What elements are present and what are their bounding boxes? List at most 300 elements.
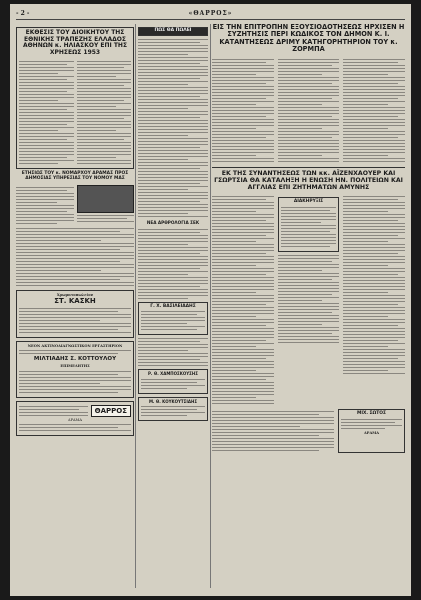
text-line — [212, 420, 334, 421]
text-line — [138, 159, 188, 160]
text-line — [343, 211, 387, 212]
text-line — [138, 235, 208, 236]
text-line — [16, 199, 74, 200]
text-line — [278, 161, 340, 162]
text-line — [343, 298, 405, 299]
text-line — [77, 118, 125, 119]
text-line — [278, 279, 332, 280]
text-line — [278, 294, 332, 295]
text-line — [77, 218, 128, 219]
text-line — [16, 220, 74, 221]
text-line — [212, 340, 266, 341]
text-line — [138, 81, 208, 82]
text-line — [141, 412, 205, 413]
text-line — [212, 110, 274, 111]
text-line — [77, 61, 132, 62]
text-line — [138, 162, 208, 163]
text-line — [212, 325, 266, 326]
text-line — [212, 137, 266, 138]
text-line — [343, 80, 405, 81]
text-line — [19, 106, 74, 107]
text-line — [343, 95, 405, 96]
text-line — [343, 301, 405, 302]
text-line — [343, 77, 405, 78]
text-line — [19, 73, 58, 74]
text-block — [19, 59, 74, 166]
text-line — [212, 426, 300, 427]
text-line — [19, 76, 74, 77]
text-line — [278, 324, 322, 325]
text-line — [19, 329, 118, 330]
text-line — [138, 192, 208, 193]
ad-city: ΔΡΑΜΑ — [363, 431, 380, 436]
text-line — [281, 210, 330, 211]
text-line — [212, 226, 274, 227]
text-line — [343, 256, 405, 257]
text-line — [212, 349, 274, 350]
text-line — [138, 286, 200, 287]
text-line — [138, 141, 208, 142]
text-line — [138, 78, 200, 79]
article-body — [16, 185, 134, 226]
text-line — [341, 428, 385, 429]
text-line — [212, 370, 256, 371]
text-line — [77, 103, 132, 104]
text-line — [278, 327, 340, 328]
text-line — [138, 120, 208, 121]
text-line — [343, 241, 387, 242]
text-line — [343, 343, 405, 344]
text-line — [212, 149, 274, 150]
text-line — [212, 89, 274, 90]
text-line — [138, 129, 208, 130]
text-line — [343, 322, 405, 323]
text-line — [19, 145, 74, 146]
text-line — [138, 238, 208, 239]
text-line — [212, 247, 274, 248]
text-line — [19, 160, 74, 161]
text-line — [138, 289, 208, 290]
text-line — [343, 229, 405, 230]
portrait-photo — [77, 185, 135, 213]
text-line — [138, 241, 208, 242]
newspaper-name: «ΘΑΡΡΟΣ» — [188, 10, 233, 17]
text-line — [212, 450, 319, 451]
text-line — [141, 409, 197, 410]
text-line — [278, 321, 340, 322]
text-line — [138, 117, 200, 118]
text-line — [19, 353, 118, 354]
second-headline: ΕΚ ΤΗΣ ΣΥΝΑΝΤΗΣΕΩΣ ΤΩΝ κκ. ΑΪΖΕΝΧΑΟΥΕΡ ΚΑΙ ΓΣΩΡΤΣΙΑ ΘΑ ΚΑΤΑΛΗΞΗ Η ΕΝΩΣΗ ΗΝ. ΠΟΛΙΤΕΙΩΝ ΚΑΙ ΑΓΓΛΙΑΣ ΕΠΙ ΖΗΤΗΜΑΤΩΝ ΑΜΥΝΗΣ — [214, 170, 403, 191]
text-line — [212, 322, 274, 323]
text-line — [343, 65, 405, 66]
text-line — [278, 107, 340, 108]
text-line — [138, 132, 208, 133]
text-line — [212, 199, 266, 200]
column-1 — [16, 24, 134, 590]
text-line — [343, 217, 405, 218]
text-line — [138, 135, 188, 136]
column-2 — [138, 24, 208, 590]
text-line — [138, 216, 208, 217]
text-line — [343, 352, 405, 353]
text-line — [138, 207, 208, 208]
text-line — [141, 311, 205, 312]
text-line — [138, 277, 208, 278]
lead-article-box — [16, 27, 134, 169]
text-line — [343, 226, 405, 227]
text-line — [138, 126, 208, 127]
article-body — [212, 57, 405, 164]
text-line — [343, 367, 405, 368]
text-line — [77, 154, 132, 155]
text-line — [138, 186, 208, 187]
text-line — [138, 96, 200, 97]
text-line — [19, 85, 74, 86]
text-line — [343, 340, 397, 341]
text-line — [19, 377, 131, 378]
text-line — [212, 83, 266, 84]
text-line — [212, 259, 274, 260]
text-line — [278, 131, 340, 132]
text-line — [138, 72, 208, 73]
text-line — [141, 388, 187, 389]
text-line — [343, 92, 405, 93]
text-line — [212, 361, 274, 362]
text-line — [77, 79, 132, 80]
text-line — [16, 228, 134, 229]
text-line — [212, 397, 256, 398]
text-line — [278, 86, 340, 87]
text-line — [16, 187, 74, 188]
text-line — [343, 304, 397, 305]
text-line — [212, 280, 274, 281]
text-line — [212, 298, 274, 299]
text-line — [77, 148, 132, 149]
text-line — [343, 71, 405, 72]
text-line — [278, 149, 340, 150]
text-line — [19, 124, 67, 125]
text-line — [19, 121, 74, 122]
text-line — [77, 88, 132, 89]
text-line — [212, 235, 266, 236]
text-line — [212, 295, 274, 296]
text-line — [16, 193, 74, 194]
text-line — [77, 127, 132, 128]
text-line — [281, 234, 337, 235]
text-line — [343, 307, 405, 308]
text-line — [77, 85, 125, 86]
text-line — [343, 280, 405, 281]
text-line — [138, 171, 208, 172]
text-line — [77, 157, 116, 158]
text-line — [281, 246, 330, 247]
merchant-advertisement — [138, 397, 208, 421]
text-line — [138, 229, 208, 230]
text-line — [212, 155, 256, 156]
column-3 — [212, 24, 405, 590]
text-line — [343, 134, 405, 135]
text-line — [212, 414, 319, 415]
text-line — [343, 370, 387, 371]
text-line — [278, 62, 340, 63]
text-line — [212, 71, 274, 72]
text-line — [19, 326, 131, 327]
text-line — [278, 339, 340, 340]
text-line — [343, 355, 405, 356]
text-line — [138, 292, 208, 293]
text-line — [77, 130, 116, 131]
text-line — [278, 336, 340, 337]
text-line — [19, 415, 88, 416]
text-line — [77, 76, 116, 77]
text-line — [141, 320, 205, 321]
bottom-row — [212, 409, 405, 453]
text-line — [278, 315, 340, 316]
text-line — [343, 346, 387, 347]
text-line — [138, 93, 208, 94]
text-line — [343, 140, 405, 141]
text-line — [77, 142, 132, 143]
text-line — [19, 127, 74, 128]
text-line — [278, 264, 340, 265]
text-line — [212, 268, 274, 269]
text-line — [138, 45, 208, 46]
text-line — [19, 374, 118, 375]
ad-sub: Χρωματοπωλείον — [56, 293, 94, 298]
text-line — [19, 109, 67, 110]
text-line — [19, 320, 100, 321]
text-line — [212, 283, 274, 284]
text-line — [19, 392, 118, 393]
text-line — [77, 160, 132, 161]
text-line — [278, 101, 340, 102]
text-line — [343, 247, 405, 248]
text-line — [138, 274, 188, 275]
text-line — [16, 243, 134, 244]
text-line — [278, 155, 322, 156]
text-line — [19, 430, 131, 431]
text-line — [212, 208, 274, 209]
text-line — [138, 75, 208, 76]
text-line — [212, 367, 274, 368]
text-line — [278, 300, 322, 301]
text-line — [343, 295, 405, 296]
text-line — [19, 88, 74, 89]
text-line — [138, 247, 208, 248]
text-line — [343, 268, 405, 269]
text-line — [212, 95, 274, 96]
text-line — [138, 265, 208, 266]
text-line — [278, 89, 340, 90]
text-line — [16, 252, 134, 253]
text-line — [138, 262, 208, 263]
text-line — [212, 334, 274, 335]
text-line — [278, 258, 340, 259]
text-line — [212, 343, 274, 344]
text-line — [77, 151, 132, 152]
text-line — [278, 122, 340, 123]
text-line — [138, 201, 200, 202]
text-line — [138, 210, 208, 211]
text-line — [19, 323, 131, 324]
text-line — [343, 331, 405, 332]
text-line — [138, 54, 188, 55]
text-line — [19, 70, 74, 71]
text-line — [212, 238, 274, 239]
text-line — [343, 250, 405, 251]
text-line — [138, 48, 208, 49]
text-line — [278, 297, 340, 298]
merchant-advertisement — [138, 369, 208, 393]
ad-city: ΔΡΑΜΑ — [68, 417, 82, 422]
text-line — [138, 283, 208, 284]
text-line — [343, 208, 405, 209]
text-line — [19, 103, 74, 104]
text-line — [141, 323, 187, 324]
text-line — [212, 220, 266, 221]
text-line — [19, 100, 58, 101]
text-line — [212, 77, 274, 78]
text-line — [212, 364, 274, 365]
text-line — [138, 150, 208, 151]
text-line — [343, 274, 397, 275]
text-line — [343, 292, 387, 293]
text-line — [212, 59, 274, 60]
text-line — [212, 232, 274, 233]
text-line — [141, 317, 205, 318]
text-line — [16, 270, 101, 271]
text-line — [343, 223, 405, 224]
text-line — [19, 148, 74, 149]
text-line — [212, 214, 274, 215]
text-line — [281, 240, 337, 241]
text-line — [19, 427, 118, 428]
text-line — [138, 338, 208, 339]
text-line — [138, 51, 208, 52]
text-line — [77, 139, 125, 140]
ad-name: ΜΙΧ. ΣΩΤΟΣ — [356, 411, 387, 417]
text-line — [278, 59, 340, 60]
text-line — [278, 309, 340, 310]
text-line — [281, 228, 337, 229]
text-line — [341, 425, 402, 426]
text-block — [77, 59, 132, 166]
text-line — [343, 199, 397, 200]
text-line — [212, 447, 334, 448]
text-line — [212, 158, 274, 159]
text-line — [138, 189, 188, 190]
text-line — [343, 253, 397, 254]
text-line — [278, 276, 340, 277]
text-line — [19, 136, 74, 137]
text-line — [138, 362, 208, 363]
text-line — [212, 92, 274, 93]
text-line — [19, 424, 131, 425]
text-line — [212, 289, 274, 290]
text-line — [281, 216, 337, 217]
text-line — [278, 318, 340, 319]
text-line — [281, 237, 337, 238]
column-rule — [210, 24, 211, 588]
text-line — [343, 235, 397, 236]
article-body — [19, 59, 131, 166]
text-line — [343, 328, 405, 329]
text-line — [19, 406, 88, 407]
text-line — [281, 225, 337, 226]
text-line — [343, 125, 405, 126]
text-line — [138, 271, 208, 272]
notice-box — [278, 197, 340, 252]
text-line — [212, 205, 274, 206]
text-line — [138, 259, 208, 260]
text-line — [212, 134, 274, 135]
text-line — [16, 214, 74, 215]
text-line — [141, 329, 197, 330]
text-line — [138, 153, 208, 154]
text-line — [16, 267, 134, 268]
text-line — [343, 361, 405, 362]
text-line — [212, 202, 274, 203]
text-line — [19, 314, 131, 315]
text-line — [278, 267, 340, 268]
text-line — [138, 147, 200, 148]
text-line — [278, 273, 340, 274]
text-line — [343, 310, 405, 311]
text-line — [212, 98, 266, 99]
text-line — [212, 256, 274, 257]
text-line — [16, 285, 134, 286]
text-line — [77, 64, 132, 65]
text-line — [343, 155, 387, 156]
text-line — [343, 98, 397, 99]
text-line — [341, 422, 395, 423]
text-line — [16, 273, 134, 274]
text-line — [212, 313, 274, 314]
text-line — [19, 386, 131, 387]
text-line — [343, 286, 405, 287]
text-line — [343, 110, 405, 111]
text-line — [343, 334, 405, 335]
text-line — [138, 350, 188, 351]
text-line — [212, 441, 334, 442]
text-line — [16, 211, 67, 212]
text-line — [138, 183, 200, 184]
text-line — [16, 276, 134, 277]
text-line — [343, 83, 397, 84]
text-line — [138, 123, 208, 124]
article-body — [212, 194, 405, 406]
merchant-advertisement — [138, 302, 208, 336]
text-line — [343, 107, 405, 108]
section-title: ΝΕΑ ΑΡΘΡΟΛΟΓΙΑ ΣΕΚ — [146, 219, 200, 225]
text-line — [138, 253, 200, 254]
text-line — [278, 71, 340, 72]
text-line — [343, 116, 397, 117]
text-line — [141, 326, 205, 327]
ad-doctor-role: ΕΠΙΜΕΛΗΤΗΣ — [60, 364, 90, 369]
text-line — [141, 382, 197, 383]
text-line — [278, 128, 322, 129]
text-line — [138, 359, 200, 360]
text-line — [278, 333, 332, 334]
shop-advertisement — [16, 290, 134, 338]
text-line — [77, 73, 132, 74]
text-line — [212, 411, 334, 412]
text-line — [343, 59, 405, 60]
text-line — [278, 143, 340, 144]
text-line — [77, 82, 132, 83]
